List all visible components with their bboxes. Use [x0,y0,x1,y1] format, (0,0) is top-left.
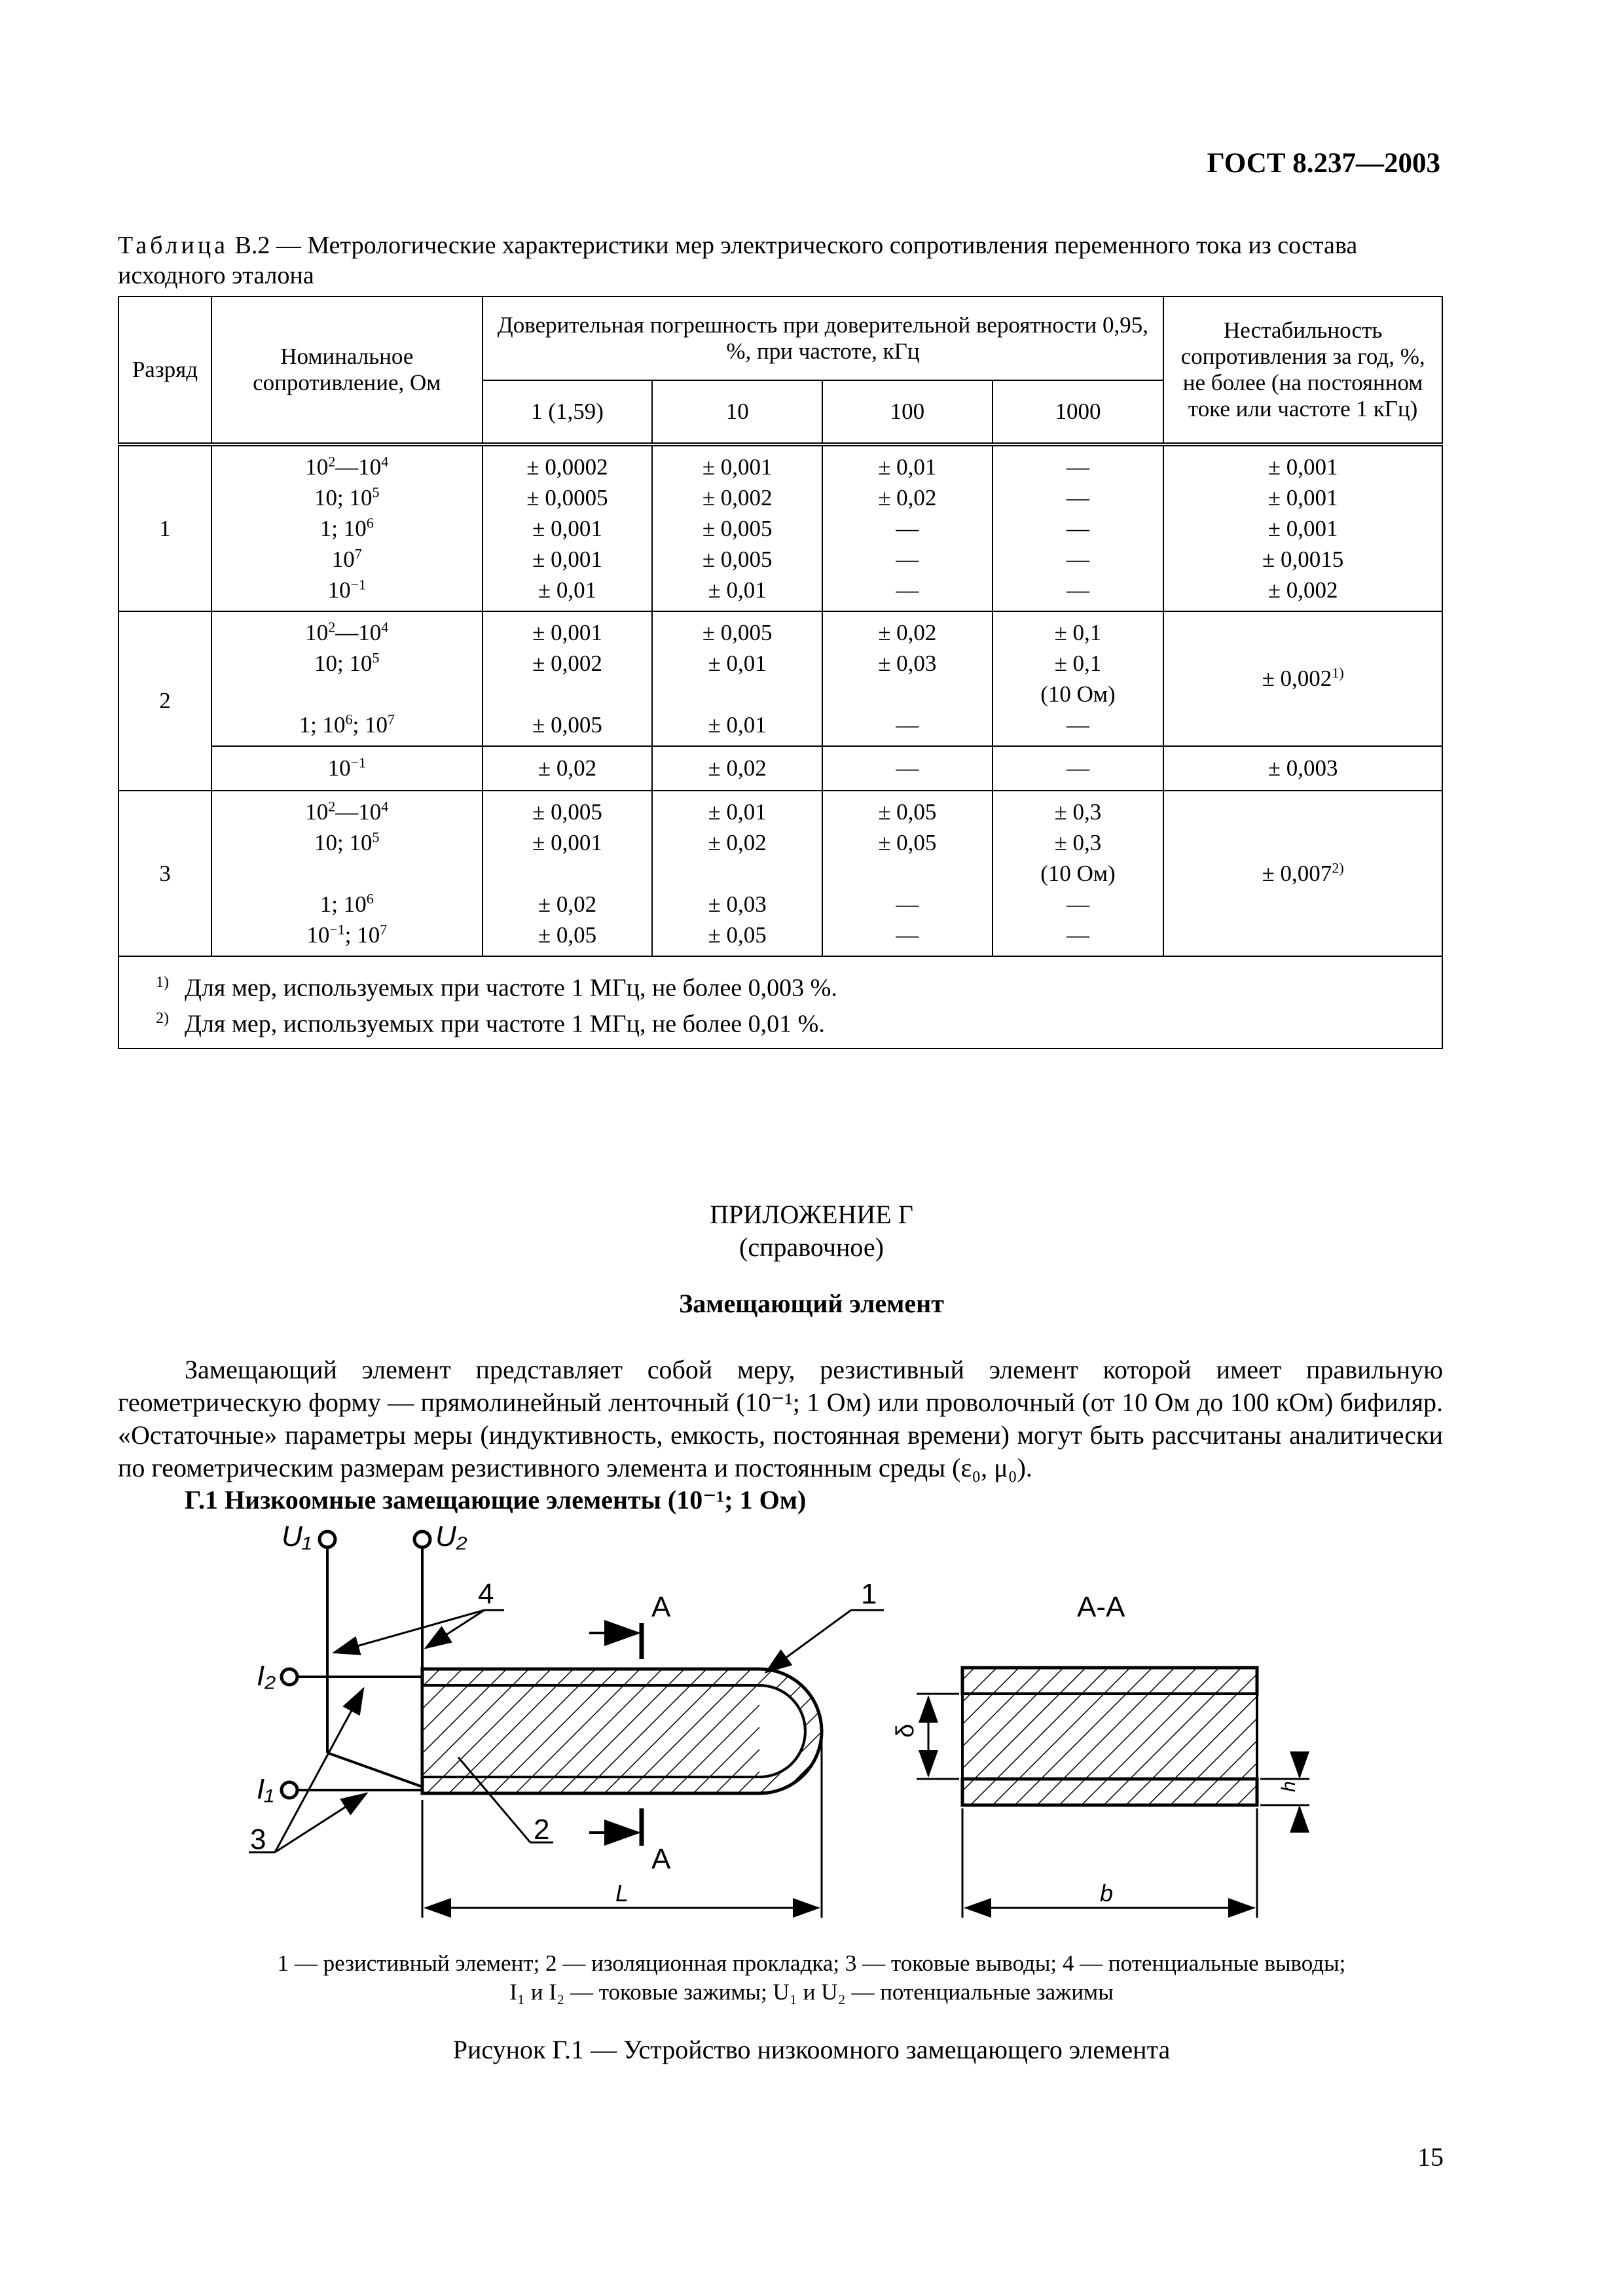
value: — [1066,547,1089,572]
label-section-a-a: A-A [1077,1591,1125,1623]
value: ± 0,002 [532,651,602,676]
f1000-cell: — [993,746,1164,791]
nominal-cell [211,444,483,611]
table-footnotes [119,956,1442,1049]
label-3: 3 [250,1823,266,1856]
label-dim-b: b [1100,1880,1114,1907]
figure-g1-diagram [196,1512,1309,1931]
footnote-ref: 1) [1332,664,1344,681]
table-row-grade-3 [119,791,1442,956]
value: — [1066,891,1089,917]
value: ± 0,02 [708,830,767,855]
f100-cell [822,444,993,611]
value: ± 0,01 [708,712,767,738]
f1000-cell [993,444,1164,611]
value: ± 0,001 [702,454,773,480]
nominal-value: $10^2—10^4$ [305,798,389,825]
table-header-row [119,296,1442,380]
nominal-value: 1; $10^6$ [319,890,374,917]
f1-cell [483,611,653,746]
f10-cell: ± 0,02 [652,746,822,791]
label-a-top: A [651,1591,671,1623]
label-i1: I₁ [257,1773,274,1805]
value: ± 0,01 [878,454,937,480]
label-4: 4 [478,1578,494,1610]
metrology-table [118,296,1443,1049]
value: ± 0,01 [708,799,767,825]
nominal-value: $10^{-1}$; $10^7$ [306,921,388,948]
appendix-heading: Замещающий элемент [679,1289,944,1318]
value: ± 0,005 [532,799,602,825]
label-i2: I₂ [257,1660,276,1692]
nominal-value: 1; $10^6$ [319,514,374,541]
table-row-grade-1 [119,444,1442,611]
nominal-value: 10; $10^5$ [314,649,380,676]
label-dim-h: h [1278,1781,1300,1792]
header-freq-100: 100 [822,380,993,444]
f10-cell [652,791,822,956]
value [657,679,818,709]
grade-cell: 2 [119,611,211,791]
value: ± 0,005 [702,620,773,645]
value: ± 0,002 [702,485,773,511]
value [657,858,818,889]
value: ± 0,0005 [526,485,608,511]
value: ± 0,001 [532,830,602,855]
value: — [1066,922,1089,948]
value: — [1066,577,1089,603]
value: — [896,712,919,738]
value: ± 0,01 [538,577,597,603]
value: ± 0,3 [1054,799,1102,825]
nominal-value: 10; $10^5$ [314,484,380,511]
nominal-cell [211,611,483,746]
footnote-text: Для мер, используемых при частоте 1 МГц, не более 0,01 %. [185,1010,825,1038]
value: ± 0,002 [1262,666,1332,691]
section-a-a [962,1668,1257,1805]
value: ± 0,03 [878,651,937,676]
header-nominal: Номинальное сопротивление, Ом [211,296,483,444]
nominal-value: $10^2—10^4$ [305,453,389,480]
footnote [156,967,1429,1003]
value: — [896,516,919,541]
f10-cell [652,611,822,746]
value: ± 0,001 [532,547,602,572]
header-freq-1: 1 (1,59) [483,380,653,444]
header-grade: Разряд [119,296,211,444]
label-dim-delta: δ [892,1723,919,1738]
f1000-cell [993,791,1164,956]
value: ± 0,001 [1267,454,1338,480]
section-heading-g1: Г.1 Низкоомные замещающие элементы (10⁻¹; 1 Ом) [185,1485,807,1515]
nominal-value: 10; $10^5$ [314,829,380,855]
value: ± 0,3 [1054,830,1102,855]
instability-cell [1163,791,1442,956]
value: ± 0,05 [708,922,767,948]
f1-cell: ± 0,02 [483,746,653,791]
value: ± 0,001 [1267,485,1338,511]
table-caption [118,230,1447,291]
header-error-group: Доверительная погрешность при доверительной вероятности 0,95, %, при частоте, кГц [483,296,1164,380]
value: ± 0,001 [532,516,602,541]
value: ± 0,001 [1267,516,1338,541]
value: — [1066,454,1089,480]
footnote-mark: 1) [156,974,169,991]
table-row-grade-2 [119,611,1442,746]
footnote [156,1003,1429,1039]
instability-cell: ± 0,003 [1163,746,1442,791]
instability-cell [1163,611,1442,746]
value: — [896,577,919,603]
value: — [1066,712,1089,738]
grade-cell: 1 [119,444,211,611]
value [827,858,988,889]
nominal-value: $10^{-1}$ [327,576,366,603]
instability-cell [1163,444,1442,611]
value: ± 0,002 [1267,577,1338,603]
value: ± 0,1 [1054,620,1102,645]
value: ± 0,01 [708,577,767,603]
value [827,679,988,709]
nominal-cell: $10^{-1}$ [211,746,483,791]
nominal-value: $10^2—10^4$ [305,619,389,645]
f1-cell [483,444,653,611]
f10-cell [652,444,822,611]
header-freq-10: 10 [652,380,822,444]
value: ± 0,005 [702,547,773,572]
figure-caption: Рисунок Г.1 — Устройство низкоомного замещающего элемента [452,2035,1171,2064]
f100-cell [822,611,993,746]
value [487,679,648,709]
header-freq-1000: 1000 [993,380,1164,444]
label-dim-l: L [615,1880,629,1907]
footnote-text: Для мер, используемых при частоте 1 МГц, не более 0,003 %. [185,974,837,1002]
f100-cell [822,791,993,956]
value: — [896,922,919,948]
value: ± 0,05 [878,830,937,855]
document-code: ГОСТ 8.237—2003 [1207,148,1440,179]
footnote-mark: 2) [156,1009,169,1027]
value: — [896,891,919,917]
table-caption-prefix: Таблица [118,232,229,259]
value: ± 0,0002 [526,454,608,480]
label-u1: U₁ [282,1520,312,1552]
potential-leads [319,1532,430,1787]
value: ± 0,02 [878,620,937,645]
figure-legend-line-1: 1 — резистивный элемент; 2 — изоляционная прокладка; 3 — токовые выводы; 4 — потенциальные выводы; [277,1950,1346,1976]
appendix-type: (справочное) [739,1232,884,1262]
f100-cell: — [822,746,993,791]
f1-cell [483,791,653,956]
resistive-element [422,1669,822,1793]
f1000-cell [993,611,1164,746]
value: — [896,547,919,572]
nominal-cell [211,791,483,956]
nominal-value: 1; $10^6$; $10^7$ [299,711,395,738]
value: ± 0,03 [708,891,767,917]
value: (10 Ом) [1040,681,1116,707]
value: ± 0,007 [1262,860,1332,886]
value: — [1066,485,1089,511]
page-number: 15 [1417,2142,1444,2172]
value: ± 0,0015 [1262,547,1344,572]
value: ± 0,02 [538,891,597,917]
value [487,858,648,889]
grade-cell: 3 [119,791,211,956]
value: ± 0,05 [878,799,937,825]
table-footnotes-row [119,956,1442,1049]
value: ± 0,1 [1054,651,1102,676]
value: ± 0,001 [532,620,602,645]
value: ± 0,05 [538,922,597,948]
label-u2: U₂ [435,1520,467,1552]
label-a-bottom: A [651,1843,671,1875]
header-instability: Нестабильность сопротивления за год, %, не более (на постоянном токе или частоте 1 кГц) [1163,296,1442,444]
value: ± 0,01 [708,651,767,676]
nominal-value [216,679,478,709]
appendix-title: ПРИЛОЖЕНИЕ Г [710,1200,913,1229]
table-caption-text: В.2 — Метрологические характеристики мер электрического сопротивления переменного тока из состава исходного эталона [118,232,1358,289]
footnote-ref: 2) [1332,859,1344,876]
value: (10 Ом) [1040,861,1116,886]
label-2: 2 [534,1814,550,1846]
value: ± 0,005 [532,712,602,738]
value: ± 0,02 [878,485,937,511]
figure-legend-line-2: I₁ и I₂ — токовые зажимы; U₁ и U₂ — потенциальные зажимы [509,1979,1114,2005]
value: ± 0,005 [702,516,773,541]
value: — [1066,516,1089,541]
label-1: 1 [861,1578,877,1610]
body-paragraph: Замещающий элемент представляет собой меру, резистивный элемент которой имеет правильную геометрическую форму — прямолинейный ленточный (10⁻¹; 1 Ом) или проволочный (от 10 Ом до 100 кОм) бифиляр. «Остаточные» параметры меры (индуктивность, емкость, постоянная времени) могут быть рассчитаны аналитически по геометрическим размерам резистивного элемента и постоянным среды (ε₀, μ₀). [118,1355,1443,1482]
nominal-value: $10^7$ [331,545,362,572]
nominal-value [216,858,478,889]
table-row-grade-2-extra [119,746,1442,791]
